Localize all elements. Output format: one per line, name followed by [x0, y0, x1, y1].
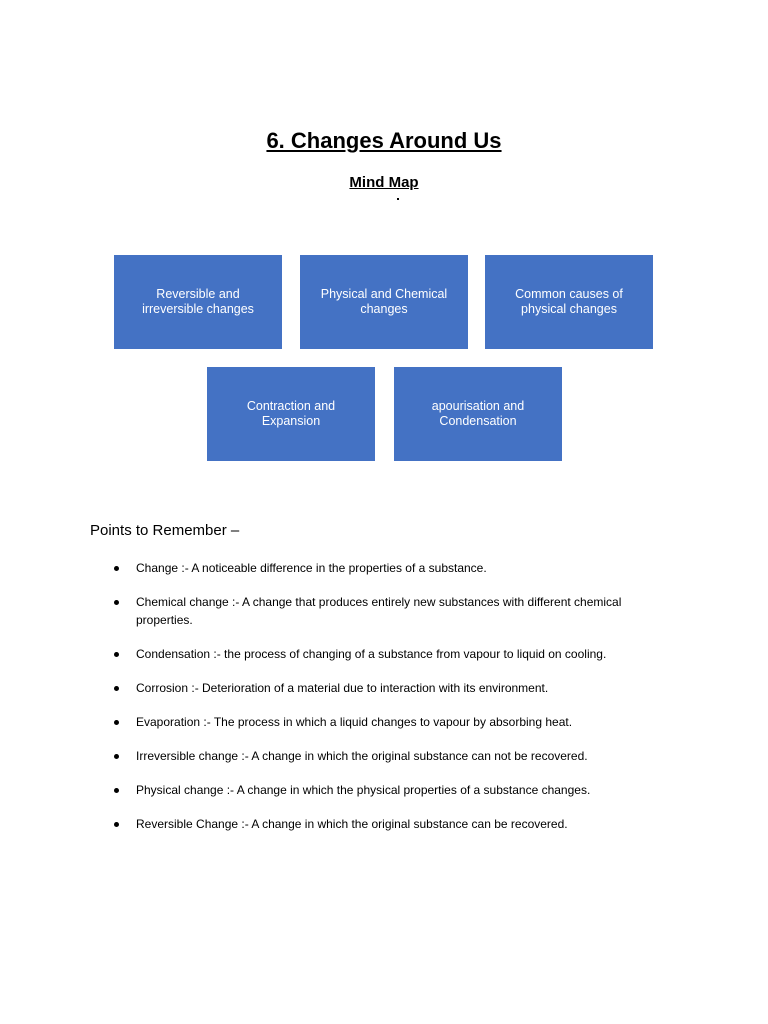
list-item	[114, 594, 664, 629]
list-item	[114, 714, 664, 732]
list-item	[114, 680, 664, 698]
page-title: 6. Changes Around Us	[266, 128, 502, 153]
list-item	[114, 748, 664, 766]
list-item	[114, 816, 664, 834]
list-item	[114, 646, 664, 664]
mind-map-box-reversible-irreversible: Reversible and irreversible changes	[114, 255, 282, 349]
mind-map-box-vapourisation-condensation: apourisation and Condensation	[394, 367, 562, 461]
point-text: Chemical change :- A change that produces entirely new substances with different chemical properties.	[136, 595, 622, 627]
bullet-icon	[114, 754, 119, 759]
points-list	[114, 560, 664, 850]
mind-map-box-physical-chemical: Physical and Chemical changes	[300, 255, 468, 349]
list-item	[114, 782, 664, 800]
mind-map-box-contraction-expansion: Contraction and Expansion	[207, 367, 375, 461]
mind-map-heading: Mind Map	[349, 174, 419, 191]
bullet-icon	[114, 720, 119, 725]
bullet-icon	[114, 652, 119, 657]
point-text: Reversible Change :- A change in which the original substance can be recovered.	[136, 816, 568, 831]
bullet-icon	[114, 788, 119, 793]
point-text: Irreversible change :- A change in which the original substance can not be recovered.	[136, 748, 588, 763]
bullet-icon	[114, 566, 119, 571]
point-text: Evaporation :- The process in which a liquid changes to vapour by absorbing heat.	[136, 714, 573, 729]
point-text: Condensation :- the process of changing of a substance from vapour to liquid on cooling.	[136, 646, 607, 661]
bullet-icon	[114, 822, 119, 827]
mind-map-box-common-causes: Common causes of physical changes	[485, 255, 653, 349]
bullet-icon	[114, 600, 119, 605]
stray-dot	[397, 198, 399, 200]
points-heading: Points to Remember –	[90, 522, 240, 539]
list-item	[114, 560, 664, 578]
point-text: Change :- A noticeable difference in the properties of a substance.	[136, 561, 487, 575]
bullet-icon	[114, 686, 119, 691]
point-text: Corrosion :- Deterioration of a material due to interaction with its environment.	[136, 680, 549, 695]
point-text: Physical change :- A change in which the physical properties of a substance changes.	[136, 782, 591, 797]
